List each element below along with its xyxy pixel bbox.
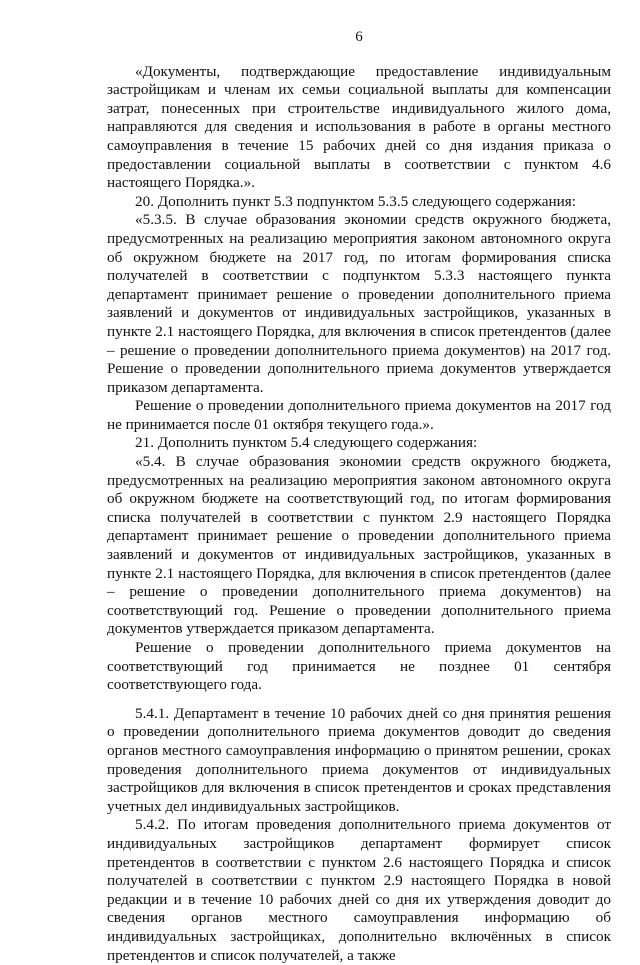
paragraph-5-3-5-deadline: Решение о проведении дополнительного приема документов на 2017 год не принимается после 01 октября текущего года.».	[107, 397, 611, 433]
paragraph-5-4-1: 5.4.1. Департамент в течение 10 рабочих дней со дня принятия решения о проведении дополнительного приема документов доводит до сведения органов местного самоуправления информацию о принятом решении, сроках проведения дополнительного приема документов от индивидуальных застройщиков для включения в список претендентов и сроках представления учетных дел индивидуальных застройщиков.	[107, 704, 611, 815]
paragraph-documents-sent: «Документы, подтверждающие предоставление индивидуальным застройщикам и членам их семьи социальной выплаты для компенсации затрат, понесенных при строительстве индивидуального жилого дома, направляются для сведения и использования в работе в органы местного самоуправления в течение 15 рабочих дней со дня издания приказа о предоставлении социальной выплаты в соответствии с пунктом 4.6 настоящего Порядка.».	[107, 62, 611, 192]
paragraph-5-4-deadline: Решение о проведении дополнительного приема документов на соответствующий год принимается не позднее 01 сентября соответствующего года.	[107, 639, 611, 694]
document-page	[107, 28, 611, 965]
paragraph-5-4: «5.4. В случае образования экономии средств окружного бюджета, предусмотренных на реализацию мероприятия законом автономного округа об окружном бюджете на соответствующий год, по итогам формирования списка получателей в соответствии с пунктом 2.9 настоящего Порядка департамент принимает решение о проведении дополнительного приема заявлений и документов от индивидуальных застройщиков, указанных в пункте 2.1 настоящего Порядка, для включения в список претендентов (далее – решение о проведении дополнительного приема документов) на соответствующий год. Решение о проведении дополнительного приема документов утверждается приказом департамента.	[107, 453, 611, 638]
paragraph-item-20: 20. Дополнить пункт 5.3 подпунктом 5.3.5 следующего содержания:	[135, 192, 576, 210]
paragraph-5-4-2: 5.4.2. По итогам проведения дополнительного приема документов от индивидуальных застройщиков департамент формирует список претендентов в соответствии с пунктом 2.6 настоящего Порядка и список получателей в соответствии с пунктом 2.9 настоящего Порядка в новой редакции и в течение 10 рабочих дней со дня их утверждения доводит до сведения органов местного самоуправления информацию об индивидуальных застройщиках, дополнительно включённых в список претендентов и список получателей, а также	[107, 816, 611, 964]
paragraph-5-3-5: «5.3.5. В случае образования экономии средств окружного бюджета, предусмотренных на реализацию мероприятия законом автономного округа об окружном бюджете на 2017 год, по итогам формирования списка получателей в соответствии с подпунктом 5.3.3 настоящего пункта департамент принимает решение о проведении дополнительного приема заявлений и документов от индивидуальных застройщиков, указанных в пункте 2.1 настоящего Порядка, для включения в список претендентов (далее – решение о проведении дополнительного приема документов) на 2017 год. Решение о проведении дополнительного приема документов утверждается приказом департамента.	[107, 211, 611, 396]
page-number: 6	[355, 29, 363, 45]
paragraph-item-21: 21. Дополнить пунктом 5.4 следующего содержания:	[135, 434, 478, 452]
